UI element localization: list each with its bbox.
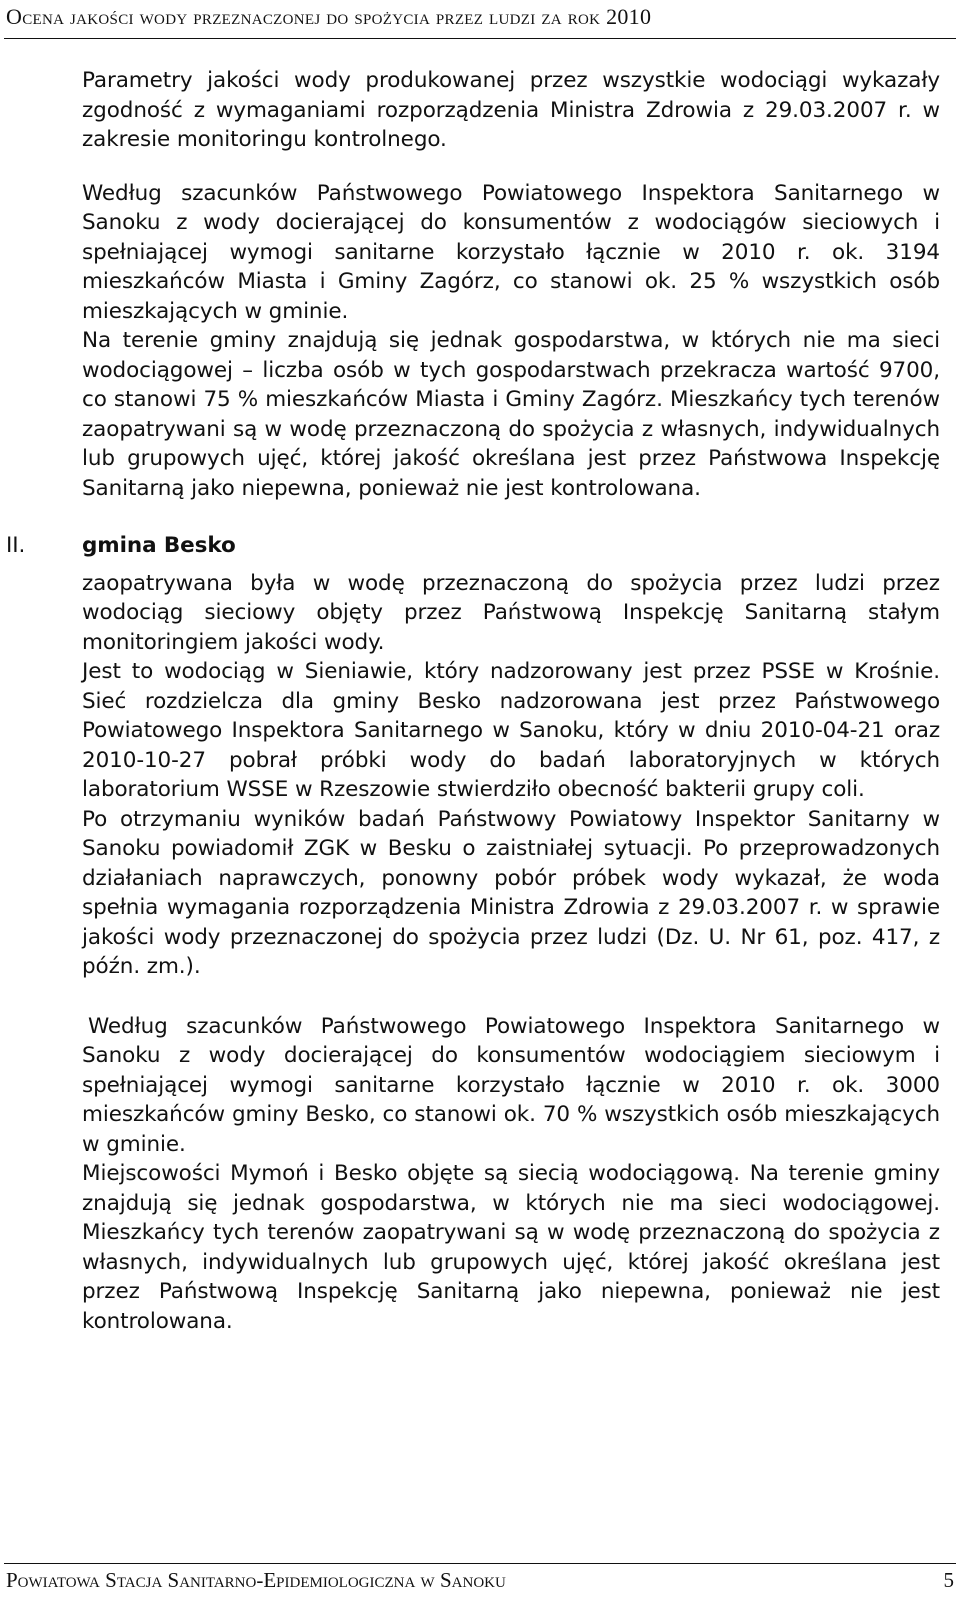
- paragraph-zagorz-estimate: Według szacunków Państwowego Powiatowego Inspektora Sanitarnego w Sanoku z wody docierającej do konsumentów z wodociągów sieciowych i spełniającej wymogi sanitarne korzystało łącznie w 2010 r. ok. 3194 mieszkańców Miasta i Gminy Zagórz, co stanowi ok. 25 % wszystkich osób mieszkających w gminie.: [82, 180, 940, 324]
- header-divider: [4, 38, 956, 39]
- page-header-title: Ocena jakości wody przeznaczonej do spożycia przez ludzi za rok 2010: [6, 4, 652, 29]
- document-body: [6, 66, 940, 1336]
- section-number: II.: [6, 533, 26, 558]
- page-footer: [6, 1568, 954, 1593]
- paragraph-besko-remediation: Po otrzymaniu wyników badań Państwowy Powiatowy Inspektor Sanitarny w Sanoku powiadomił ZGK w Besku o zaistniałej sytuacji. Po przeprowadzonych działaniach naprawczych, ponowny pobór próbek wody wykazał, że woda spełnia wymagania rozporządzenia Ministra Zdrowia z 29.03.2007 r. w sprawie jakości wody przeznaczonej do spożycia przez ludzi (Dz. U. Nr 61, poz. 417, z późn. zm.).: [82, 806, 940, 979]
- paragraph-zagorz-households: Na terenie gminy znajdują się jednak gospodarstwa, w których nie ma sieci wodociągowej – liczba osób w tych gospodarstwach przekracza wartość 9700, co stanowi 75 % mieszkańców Miasta i Gminy Zagórz. Mieszkańcy tych terenów zaopatrywani są w wodę przeznaczoną do spożycia z własnych, indywidualnych lub grupowych ujęć, której jakość określana jest przez Państwowa Inspekcję Sanitarną jako niepewna, ponieważ nie jest kontrolowana.: [82, 328, 940, 501]
- footer-divider: [4, 1563, 956, 1564]
- paragraph-besko-supply: zaopatrywana była w wodę przeznaczoną do spożycia przez ludzi przez wodociąg sieciowy objęty przez Państwową Inspekcję Sanitarną stałym monitoringiem jakości wody.: [82, 570, 940, 655]
- paragraph-besko-estimate: Według szacunków Państwowego Powiatowego Inspektora Sanitarnego w Sanoku z wody docierającej do konsumentów wodociągiem sieciowym i spełniającej wymogi sanitarne korzystało łącznie w 2010 r. ok. 3000 mieszkańców gminy Besko, co stanowi ok. 70 % wszystkich osób mieszkających w gminie.: [82, 1013, 940, 1157]
- paragraph-besko-sieniawa: Jest to wodociąg w Sieniawie, który nadzorowany jest przez PSSE w Krośnie. Sieć rozdzielcza dla gminy Besko nadzorowana jest przez Państwowego Powiatowego Inspektora Sanitarnego w Sanoku, który w dniu 2010-04-21 oraz 2010-10-27 pobrał próbki wody do badań laboratoryjnych w których laboratorium WSSE w Rzeszowie stwierdziło obecność bakterii grupy coli.: [82, 659, 940, 802]
- paragraph-besko-households: Miejscowości Mymoń i Besko objęte są siecią wodociągową. Na terenie gminy znajdują się jednak gospodarstwa, w których nie ma sieci wodociągowej. Mieszkańcy tych terenów zaopatrywani są w wodę przeznaczoną do spożycia z własnych, indywidualnych lub grupowych ujęć, której jakość określana jest przez Państwową Inspekcję Sanitarną jako niepewna, ponieważ nie jest kontrolowana.: [82, 1161, 940, 1334]
- page-number: 5: [943, 1568, 954, 1592]
- section-title: gmina Besko: [82, 533, 236, 558]
- section-heading: [6, 531, 940, 561]
- footer-institution: Powiatowa Stacja Sanitarno-Epidemiologiczna w Sanoku: [6, 1568, 506, 1592]
- paragraph-monitoring-compliance: Parametry jakości wody produkowanej przez wszystkie wodociągi wykazały zgodność z wymaganiami rozporządzenia Ministra Zdrowia z 29.03.2007 r. w zakresie monitoringu kontrolnego.: [82, 68, 940, 152]
